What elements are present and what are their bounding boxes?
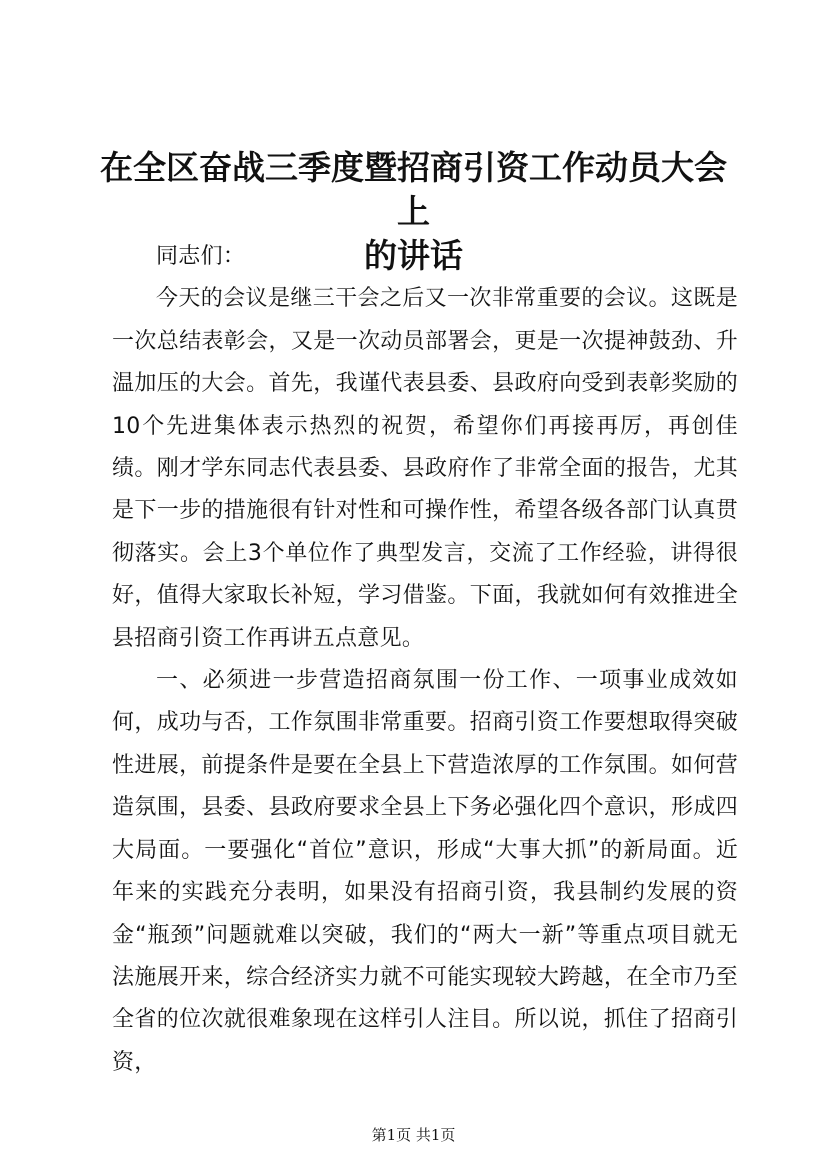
document-body — [112, 236, 738, 1084]
paragraph-point-one: 一、必须进一步营造招商氛围一份工作、一项事业成效如何，成功与否，工作氛围非常重要。招商引资工作要想取得突破性进展，前提条件是要在全县上下营造浓厚的工作氛围。如何营造氛围，县委、县政府要求全县上下务必强化四个意识，形成四大局面。一要强化“首位”意识，形成“大事大抓”的新局面。近年来的实践充分表明，如果没有招商引资，我县制约发展的资金“瓶颈”问题就难以突破，我们的“两大一新”等重点项目就无法施展开来，综合经济实力就不可能实现较大跨越，在全市乃至全省的位次就很难象现在这样引人注目。所以说，抓住了招商引资， — [112, 668, 738, 1075]
page-footer: 第1页 共1页 — [371, 1126, 456, 1144]
salutation: 同志们： — [156, 244, 246, 269]
paragraph-opening: 今天的会议是继三干会之后又一次非常重要的会议。这既是一次总结表彰会，又是一次动员部署会，更是一次提神鼓劲、升温加压的大会。首先，我谨代表县委、县政府向受到表彰奖励的10个先进集体表示热烈的祝贺，希望你们再接再厉，再创佳绩。刚才学东同志代表县委、县政府作了非常全面的报告，尤其是下一步的措施很有针对性和可操作性，希望各级各部门认真贯彻落实。会上3个单位作了典型发言，交流了工作经验，讲得很好，值得大家取长补短，学习借鉴。下面，我就如何有效推进全县招商引资工作再讲五点意见。 — [112, 286, 738, 651]
title-line-1: 在全区奋战三季度暨招商引资工作动员大会上 — [100, 148, 727, 231]
title-line-2: 的讲话 — [364, 236, 463, 275]
